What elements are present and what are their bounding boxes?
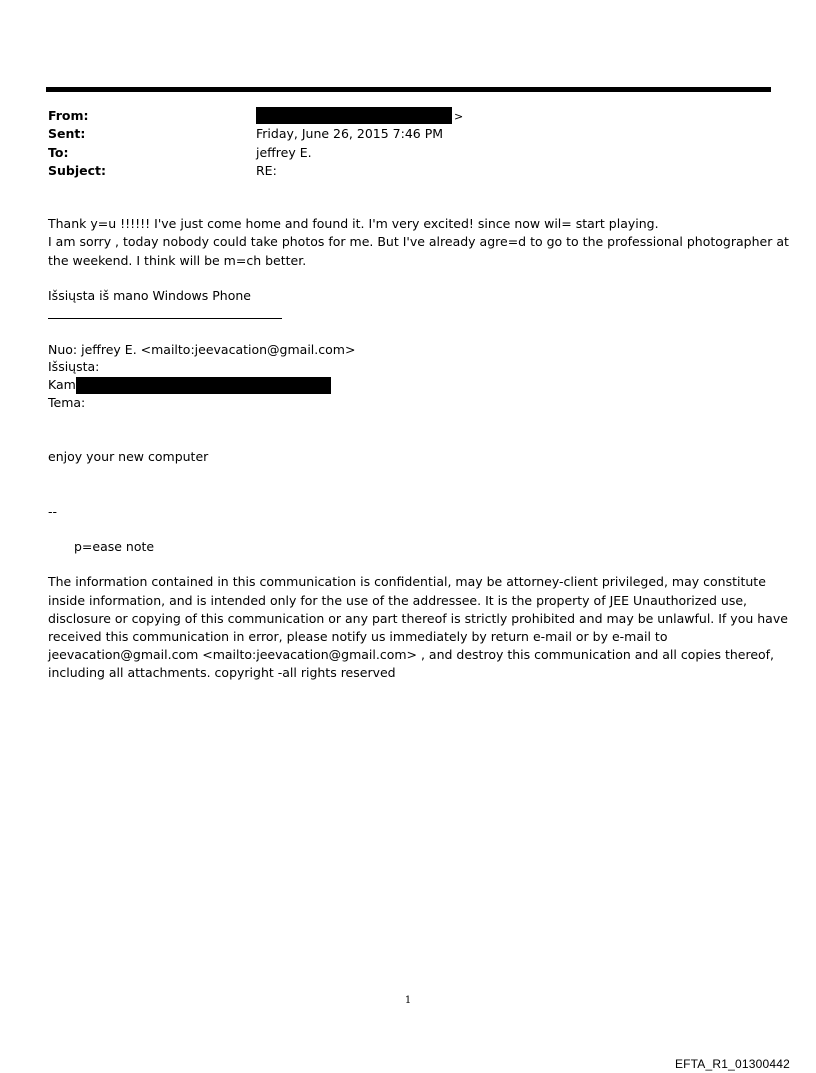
quoted-sent-line: Išsiųsta: xyxy=(48,359,100,374)
quoted-from-line: Nuo: jeffrey E. <mailto:jeevacation@gmail.com> xyxy=(48,342,356,357)
disclaimer-line-2: inside information, and is intended only for the use of the addressee. It is the property of JEE Unauthorized use, xyxy=(48,593,748,608)
disclaimer-line-4: received this communication in error, please notify us immediately by return e-mail or by e-mail to xyxy=(48,629,668,644)
from-label: From: xyxy=(48,108,89,123)
sent-value: Friday, June 26, 2015 7:46 PM xyxy=(256,126,444,141)
to-label: To: xyxy=(48,145,69,160)
header-divider xyxy=(46,87,771,92)
from-value xyxy=(256,107,463,126)
from-suffix: > xyxy=(454,110,464,123)
message-line-1: Thank y=u !!!!!! I've just come home and found it. I'm very excited! since now wil= start playing. xyxy=(48,216,659,231)
disclaimer-line-6: including all attachments. copyright -all rights reserved xyxy=(48,665,396,680)
note-heading: p=ease note xyxy=(74,539,155,554)
to-value: jeffrey E. xyxy=(256,145,312,160)
signature-separator: -- xyxy=(48,504,58,519)
quoted-to-line: Kam xyxy=(48,377,76,392)
disclaimer-line-5: jeevacation@gmail.com <mailto:jeevacation@gmail.com> , and destroy this communication and all copies thereof, xyxy=(48,647,775,662)
quoted-message: enjoy your new computer xyxy=(48,449,209,464)
message-line-3: the weekend. I think will be m=ch better. xyxy=(48,253,307,268)
quoted-subject-line: Tema: xyxy=(48,395,86,410)
subject-label: Subject: xyxy=(48,163,106,178)
subject-value: RE: xyxy=(256,163,277,178)
mobile-signature: Išsiųsta iš mano Windows Phone xyxy=(48,288,251,303)
disclaimer-line-3: disclosure or copying of this communication or any part thereof is strictly prohibited and may be unlawful. If you have xyxy=(48,611,788,626)
page-number: 1 xyxy=(404,995,412,1006)
sent-label: Sent: xyxy=(48,126,86,141)
disclaimer-line-1: The information contained in this communication is confidential, may be attorney-client privileged, may constitute xyxy=(48,574,766,589)
recipient-redaction xyxy=(76,377,331,394)
quote-divider xyxy=(48,318,282,319)
bates-number: EFTA_R1_01300442 xyxy=(674,1057,790,1071)
from-redaction xyxy=(256,107,452,124)
message-line-2: I am sorry , today nobody could take photos for me. But I've already agre=d to go to the professional photographer at xyxy=(48,234,789,249)
